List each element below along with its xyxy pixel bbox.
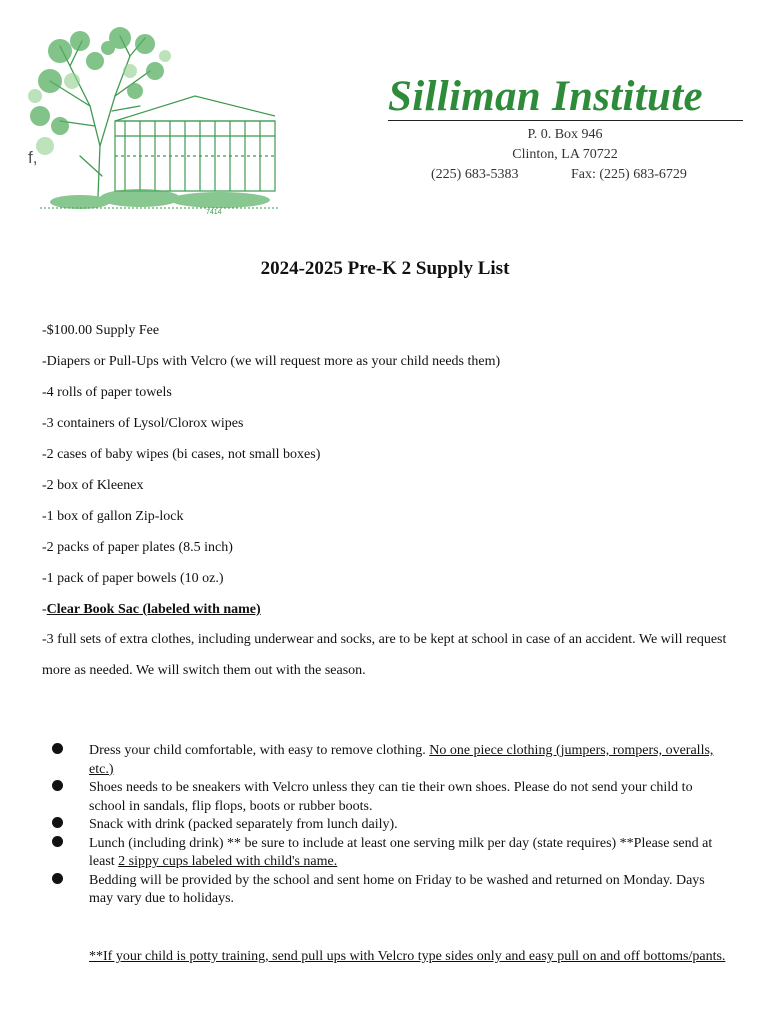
supply-list [42, 315, 742, 625]
header-rule [388, 120, 743, 121]
potty-training-footnote: **If your child is potty training, send pull ups with Velcro type sides only and easy pull on and off bottoms/pants. [89, 949, 726, 964]
note-bedding [42, 872, 732, 909]
supply-item: -2 packs of paper plates (8.5 inch) [42, 540, 233, 555]
school-name: Silliman Institute [388, 73, 703, 120]
supply-item: -4 rolls of paper towels [42, 385, 172, 400]
book-sac-prefix: - [42, 602, 47, 617]
supply-item: -1 pack of paper bowels (10 oz.) [42, 571, 224, 586]
address-line-1: P. 0. Box 946 [527, 127, 603, 142]
bullet-icon [52, 817, 63, 828]
note-snack [42, 816, 732, 835]
bullet-icon [52, 743, 63, 754]
extra-clothes-paragraph: -3 full sets of extra clothes, including underwear and socks, are to be kept at school in case of an accident. We will request more as needed. We will switch them out with the season. [42, 632, 727, 678]
note-lunch [42, 835, 732, 872]
note-bedding-text: Bedding will be provided by the school and sent home on Friday to be washed and returned on Monday. Days may vary due to holidays. [89, 872, 705, 906]
supply-item: -2 cases of baby wipes (bi cases, not small boxes) [42, 447, 321, 462]
note-dress-underlined: No one piece clothing (jumpers, rompers, overalls, etc.) [89, 743, 714, 777]
phone-number: (225) 683-5383 [431, 167, 519, 182]
side-mark: f, [28, 148, 38, 167]
supply-item: -Diapers or Pull-Ups with Velcro (we will request more as your child needs them) [42, 354, 501, 369]
supply-item-book-sac [42, 594, 742, 625]
bullet-icon [52, 873, 63, 884]
notes-list [42, 742, 732, 909]
fax-number: Fax: (225) 683-6729 [571, 167, 687, 182]
supply-item: -$100.00 Supply Fee [42, 323, 160, 338]
note-shoes [42, 779, 732, 816]
bullet-icon [52, 780, 63, 791]
logo-caption: 7414 [206, 209, 222, 216]
school-building-logo [20, 26, 282, 222]
note-dress [42, 742, 732, 779]
supply-item: -3 containers of Lysol/Clorox wipes [42, 416, 244, 431]
supply-item: -1 box of gallon Zip-lock [42, 509, 184, 524]
note-dress-text: Dress your child comfortable, with easy to remove clothing. [89, 743, 430, 758]
bullet-icon [52, 836, 63, 847]
supply-item: -2 box of Kleenex [42, 478, 144, 493]
note-lunch-text: Lunch (including drink) ** be sure to include at least one serving milk per day (state requires) **Please send at least [89, 835, 713, 869]
note-shoes-text: Shoes needs to be sneakers with Velcro unless they can tie their own shoes. Please do not send your child to school in sandals, flip flops, boots or rubber boots. [89, 780, 693, 814]
address-line-2: Clinton, LA 70722 [512, 147, 618, 162]
page-title: 2024-2025 Pre-K 2 Supply List [260, 258, 510, 279]
book-sac-label: Clear Book Sac (labeled with name) [46, 602, 261, 617]
note-lunch-underlined: 2 sippy cups labeled with child's name. [118, 854, 338, 869]
note-snack-text: Snack with drink (packed separately from lunch daily). [89, 817, 398, 832]
